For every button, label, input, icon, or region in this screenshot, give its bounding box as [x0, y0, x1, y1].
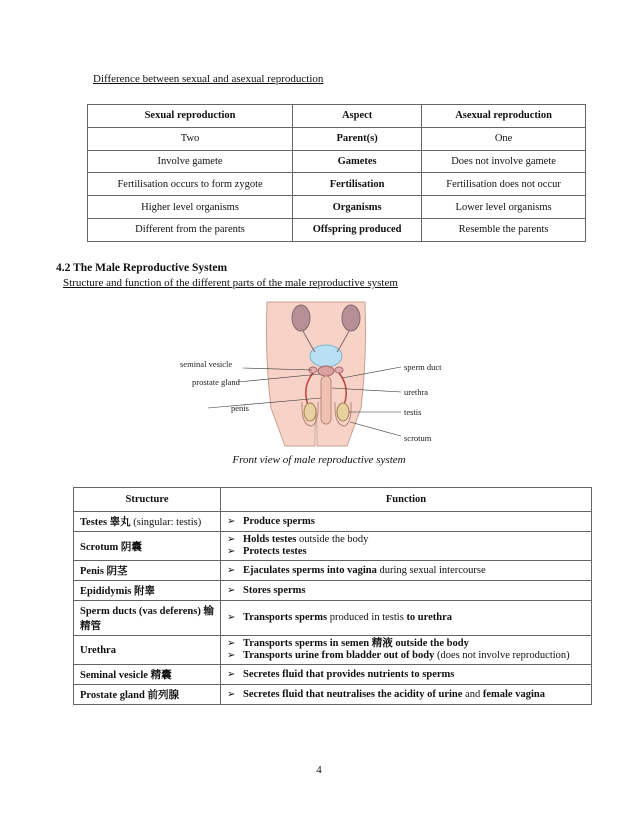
function-cell — [221, 561, 592, 581]
comparison-header-row — [88, 105, 586, 128]
function-row — [74, 665, 592, 685]
comparison-cell: Different from the parents — [88, 218, 293, 241]
function-cell — [221, 512, 592, 532]
penis — [321, 376, 331, 424]
arrow-bullet-icon: ➢ — [227, 534, 236, 545]
function-row — [74, 532, 592, 561]
function-bullet: ➢ Transports urine from bladder out of body (does not involve reproduction) — [227, 650, 570, 661]
structure-cell — [74, 532, 221, 561]
structure-name: Seminal vesicle 精囊 — [80, 670, 172, 681]
function-cell — [221, 581, 592, 601]
function-header-cell: Function — [221, 488, 592, 512]
aspect-cell: Gametes — [293, 150, 422, 173]
function-row — [74, 685, 592, 705]
structure-name: Scrotum 阴囊 — [80, 541, 142, 553]
comparison-header-cell: Aspect — [293, 105, 422, 128]
structure-cell — [74, 512, 221, 532]
arrow-bullet-icon: ➢ — [227, 612, 236, 623]
function-bullet: ➢ Transports sperms in semen 精液 outside the body — [227, 638, 469, 649]
male-reproductive-diagram — [175, 298, 460, 448]
comparison-row — [88, 218, 586, 241]
comparison-cell: Higher level organisms — [88, 196, 293, 219]
structure-cell — [74, 561, 221, 581]
arrow-bullet-icon: ➢ — [227, 546, 236, 557]
structure-name: Penis 阴茎 — [80, 566, 128, 577]
label-scrotum: scrotum — [404, 433, 432, 443]
left-kidney — [292, 305, 310, 331]
left-testis — [304, 403, 316, 421]
comparison-row — [88, 127, 586, 150]
aspect-cell: Organisms — [293, 196, 422, 219]
arrow-bullet-icon: ➢ — [227, 515, 236, 527]
comparison-caption: Difference between sexual and asexual reproduction — [93, 73, 324, 85]
label-prostate-gland: prostate gland — [192, 377, 240, 387]
structure-name: Sperm ducts (vas deferens) 输精管 — [80, 606, 214, 632]
comparison-cell: Fertilisation does not occur — [422, 173, 586, 196]
function-row — [74, 581, 592, 601]
structure-name: Prostate gland 前列腺 — [80, 690, 179, 701]
function-bullet: ➢ Secretes fluid that neutralises the acidity of urine and female vagina — [227, 688, 545, 700]
structure-name: Urethra — [80, 644, 116, 656]
comparison-cell: Two — [88, 127, 293, 150]
label-urethra: urethra — [404, 387, 429, 397]
arrow-bullet-icon: ➢ — [227, 688, 236, 700]
bladder — [310, 345, 342, 367]
function-bullet: ➢ Holds testes outside the body — [227, 534, 369, 545]
comparison-cell: Resemble the parents — [422, 218, 586, 241]
comparison-cell: Does not involve gamete — [422, 150, 586, 173]
comparison-row — [88, 196, 586, 219]
comparison-header-cell: Asexual reproduction — [422, 105, 586, 128]
function-bullet: ➢ Stores sperms — [227, 584, 306, 596]
function-bullet: ➢ Ejaculates sperms into vagina during sexual intercourse — [227, 564, 486, 576]
structure-cell — [74, 636, 221, 665]
arrow-bullet-icon: ➢ — [227, 564, 236, 576]
comparison-header-cell: Sexual reproduction — [88, 105, 293, 128]
function-cell — [221, 532, 592, 561]
structure-name: Testes 睾丸 — [80, 517, 131, 528]
comparison-cell: Fertilisation occurs to form zygote — [88, 173, 293, 196]
aspect-cell: Fertilisation — [293, 173, 422, 196]
function-cell — [221, 636, 592, 665]
function-bullet: ➢ Transports sperms produced in testis to urethra — [227, 612, 453, 623]
function-bullet: ➢ Secretes fluid that provides nutrients to sperms — [227, 668, 455, 680]
function-bullet: ➢ Protects testes — [227, 546, 307, 557]
structure-cell — [74, 581, 221, 601]
label-seminal-vesicle: seminal vesicle — [180, 359, 233, 369]
comparison-cell: Involve gamete — [88, 150, 293, 173]
comparison-row — [88, 173, 586, 196]
comparison-cell: Lower level organisms — [422, 196, 586, 219]
function-cell — [221, 665, 592, 685]
function-bullet: ➢ Produce sperms — [227, 515, 315, 527]
right-testis — [337, 403, 349, 421]
structure-note: (singular: testis) — [130, 517, 202, 528]
function-header-row — [74, 488, 592, 512]
function-header-cell: Structure — [74, 488, 221, 512]
arrow-bullet-icon: ➢ — [227, 668, 236, 680]
section-heading: 4.2 The Male Reproductive System — [56, 262, 228, 274]
arrow-bullet-icon: ➢ — [227, 638, 236, 649]
arrow-bullet-icon: ➢ — [227, 650, 236, 661]
page-number: 4 — [316, 764, 322, 776]
structure-cell — [74, 601, 221, 636]
comparison-table — [87, 104, 586, 242]
right-kidney — [342, 305, 360, 331]
function-row — [74, 601, 592, 636]
label-testis: testis — [404, 407, 422, 417]
function-row — [74, 561, 592, 581]
function-cell — [221, 601, 592, 636]
aspect-cell: Offspring produced — [293, 218, 422, 241]
structure-cell — [74, 685, 221, 705]
label-sperm-duct: sperm duct — [404, 362, 442, 372]
structure-cell — [74, 665, 221, 685]
aspect-cell: Parent(s) — [293, 127, 422, 150]
arrow-bullet-icon: ➢ — [227, 584, 236, 596]
function-row — [74, 512, 592, 532]
function-table — [73, 487, 592, 705]
section-subheading: Structure and function of the different parts of the male reproductive system — [63, 277, 398, 289]
function-row — [74, 636, 592, 665]
function-cell — [221, 685, 592, 705]
figure-caption: Front view of male reproductive system — [232, 454, 406, 466]
comparison-cell: One — [422, 127, 586, 150]
comparison-row — [88, 150, 586, 173]
structure-name: Epididymis 附睾 — [80, 586, 155, 597]
label-penis: penis — [231, 403, 249, 413]
